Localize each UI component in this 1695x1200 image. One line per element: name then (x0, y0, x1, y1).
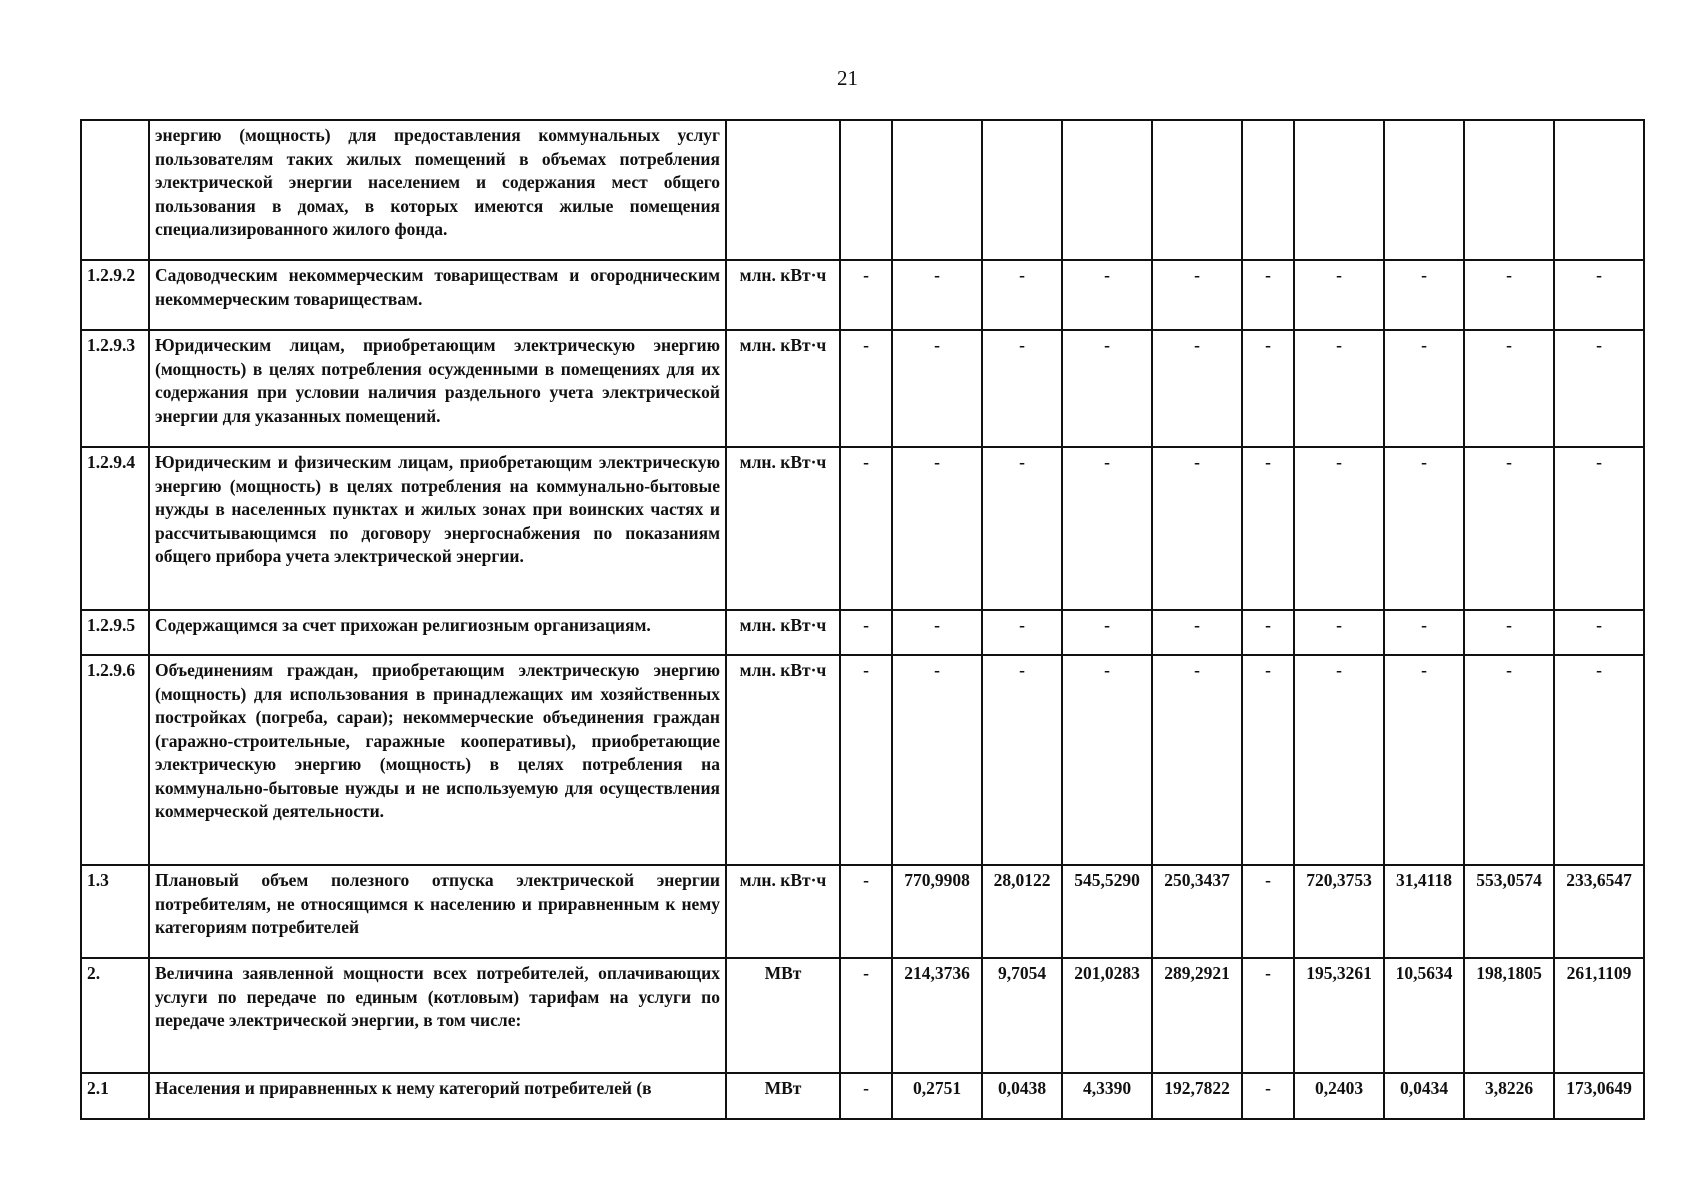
row-unit: млн. кВт·ч (726, 330, 840, 447)
table-row (81, 865, 1644, 958)
value-cell: - (892, 330, 982, 447)
row-unit: млн. кВт·ч (726, 447, 840, 610)
value-cell (1384, 120, 1464, 260)
value-cell: 28,0122 (982, 865, 1062, 958)
value-cell: - (1242, 1073, 1294, 1119)
value-cell: - (982, 655, 1062, 865)
page-number: 21 (837, 66, 858, 90)
value-cell: - (892, 610, 982, 655)
value-cell: - (1062, 330, 1152, 447)
value-cell: - (1152, 447, 1242, 610)
value-cell: - (1242, 958, 1294, 1073)
value-cell (840, 120, 892, 260)
value-cell: - (1294, 330, 1384, 447)
value-cell: - (1554, 610, 1644, 655)
value-cell: - (1384, 655, 1464, 865)
table-row (81, 610, 1644, 655)
value-cell: - (1554, 260, 1644, 330)
value-cell: - (1152, 655, 1242, 865)
value-cell: - (840, 330, 892, 447)
row-number: 2.1 (81, 1073, 149, 1119)
value-cell: - (1242, 655, 1294, 865)
row-number: 1.2.9.6 (81, 655, 149, 865)
value-cell (1242, 120, 1294, 260)
value-cell (1294, 120, 1384, 260)
value-cell: - (892, 447, 982, 610)
value-cell: 233,6547 (1554, 865, 1644, 958)
value-cell: 250,3437 (1152, 865, 1242, 958)
value-cell (1464, 120, 1554, 260)
value-cell: - (1384, 330, 1464, 447)
value-cell: - (1152, 330, 1242, 447)
table-row (81, 655, 1644, 865)
row-description: Юридическим и физическим лицам, приобретающим электрическую энергию (мощность) в целях потребления на коммунально-бытовые нужды в населенных пунктах и жилых зонах при воинских частях и рассчитывающимся по договору энергоснабжения по показаниям общего прибора учета электрической энергии. (149, 447, 726, 610)
value-cell: 3,8226 (1464, 1073, 1554, 1119)
table-row (81, 1073, 1644, 1119)
value-cell (1554, 120, 1644, 260)
value-cell: - (1554, 655, 1644, 865)
row-description: Плановый объем полезного отпуска электрической энергии потребителям, не относящимся к населению и приравненным к нему категориям потребителей (149, 865, 726, 958)
value-cell: 192,7822 (1152, 1073, 1242, 1119)
value-cell: - (1384, 610, 1464, 655)
value-cell: - (982, 330, 1062, 447)
row-description: энергию (мощность) для предоставления коммунальных услуг пользователям таких жилых помещений в объемах потребления электрической энергии населением и содержания мест общего пользования в домах, в которых имеются жилые помещения специализированного жилого фонда. (149, 120, 726, 260)
value-cell: 31,4118 (1384, 865, 1464, 958)
table-row (81, 330, 1644, 447)
row-unit (726, 120, 840, 260)
value-cell: - (1242, 330, 1294, 447)
value-cell (1152, 120, 1242, 260)
value-cell: 770,9908 (892, 865, 982, 958)
value-cell: - (1384, 260, 1464, 330)
value-cell: - (1464, 655, 1554, 865)
value-cell: - (982, 447, 1062, 610)
row-number: 1.2.9.3 (81, 330, 149, 447)
table-row (81, 958, 1644, 1073)
value-cell: - (1242, 610, 1294, 655)
value-cell: - (1554, 330, 1644, 447)
value-cell: - (1294, 260, 1384, 330)
value-cell: - (1062, 610, 1152, 655)
row-number: 2. (81, 958, 149, 1073)
value-cell: - (840, 447, 892, 610)
value-cell: - (892, 655, 982, 865)
value-cell: - (1242, 447, 1294, 610)
value-cell: - (892, 260, 982, 330)
value-cell: - (840, 610, 892, 655)
value-cell: 289,2921 (1152, 958, 1242, 1073)
value-cell (982, 120, 1062, 260)
value-cell: - (840, 260, 892, 330)
value-cell: - (1152, 260, 1242, 330)
row-description: Величина заявленной мощности всех потребителей, оплачивающих услуги по передаче по единым (котловым) тарифам на услуги по передаче электрической энергии, в том числе: (149, 958, 726, 1073)
value-cell: 545,5290 (1062, 865, 1152, 958)
value-cell (1062, 120, 1152, 260)
row-unit: МВт (726, 1073, 840, 1119)
row-unit: млн. кВт·ч (726, 260, 840, 330)
value-cell: 173,0649 (1554, 1073, 1644, 1119)
value-cell: 4,3390 (1062, 1073, 1152, 1119)
value-cell: 10,5634 (1384, 958, 1464, 1073)
value-cell: - (1464, 447, 1554, 610)
value-cell: - (1062, 655, 1152, 865)
value-cell: - (1294, 655, 1384, 865)
value-cell: - (1152, 610, 1242, 655)
value-cell: - (840, 958, 892, 1073)
table-row (81, 260, 1644, 330)
value-cell: - (982, 260, 1062, 330)
value-cell: 553,0574 (1464, 865, 1554, 958)
row-description: Садоводческим некоммерческим товариществам и огородническим некоммерческим товариществам. (149, 260, 726, 330)
row-number: 1.2.9.4 (81, 447, 149, 610)
row-description: Юридическим лицам, приобретающим электрическую энергию (мощность) в целях потребления осужденными в помещениях для их содержания при условии наличия раздельного учета электрической энергии для указанных помещений. (149, 330, 726, 447)
value-cell: - (1062, 260, 1152, 330)
table-row (81, 447, 1644, 610)
value-cell: 214,3736 (892, 958, 982, 1073)
row-unit: МВт (726, 958, 840, 1073)
value-cell: - (1062, 447, 1152, 610)
row-description: Населения и приравненных к нему категорий потребителей (в (149, 1073, 726, 1119)
row-unit: млн. кВт·ч (726, 865, 840, 958)
value-cell: 0,2751 (892, 1073, 982, 1119)
value-cell: 198,1805 (1464, 958, 1554, 1073)
value-cell: - (840, 1073, 892, 1119)
row-number: 1.2.9.2 (81, 260, 149, 330)
row-description: Объединениям граждан, приобретающим электрическую энергию (мощность) для использования в принадлежащих им хозяйственных постройках (погреба, сараи); некоммерческие объединения граждан (гаражно-строительные, гаражные кооперативы), приобретающие электрическую энергию (мощность) в целях потребления на коммунально-бытовые нужды и не используемую для осуществления коммерческой деятельности. (149, 655, 726, 865)
value-cell: - (1242, 865, 1294, 958)
value-cell: - (1464, 330, 1554, 447)
value-cell: - (1464, 610, 1554, 655)
value-cell: - (1464, 260, 1554, 330)
value-cell: - (1294, 447, 1384, 610)
row-number: 1.2.9.5 (81, 610, 149, 655)
value-cell: 195,3261 (1294, 958, 1384, 1073)
row-unit: млн. кВт·ч (726, 655, 840, 865)
value-cell: 261,1109 (1554, 958, 1644, 1073)
value-cell: 0,0438 (982, 1073, 1062, 1119)
value-cell: - (1294, 610, 1384, 655)
value-cell: 9,7054 (982, 958, 1062, 1073)
value-cell: 201,0283 (1062, 958, 1152, 1073)
value-cell: - (1554, 447, 1644, 610)
tariff-table (80, 119, 1645, 1120)
value-cell (892, 120, 982, 260)
value-cell: - (1384, 447, 1464, 610)
table-row (81, 120, 1644, 260)
row-description: Содержащимся за счет прихожан религиозным организациям. (149, 610, 726, 655)
value-cell: 0,0434 (1384, 1073, 1464, 1119)
row-unit: млн. кВт·ч (726, 610, 840, 655)
value-cell: - (840, 655, 892, 865)
value-cell: 720,3753 (1294, 865, 1384, 958)
value-cell: - (840, 865, 892, 958)
row-number: 1.3 (81, 865, 149, 958)
value-cell: 0,2403 (1294, 1073, 1384, 1119)
row-number (81, 120, 149, 260)
value-cell: - (1242, 260, 1294, 330)
value-cell: - (982, 610, 1062, 655)
